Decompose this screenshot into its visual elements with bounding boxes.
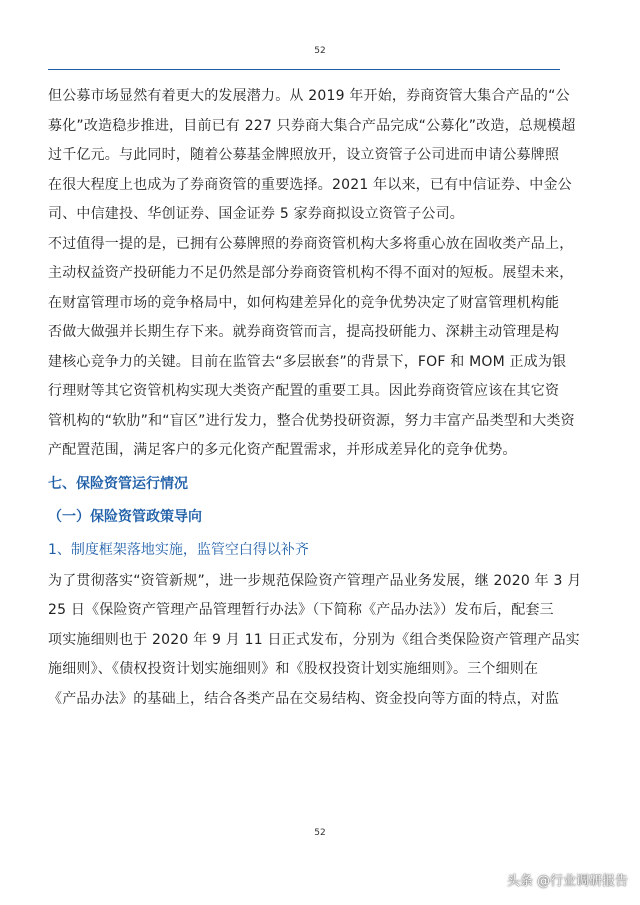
- header-rule: [48, 69, 560, 70]
- watermark-text: 头条 @行业调研报告: [506, 874, 628, 889]
- paragraph-line: 行理财等其它资管机构实现大类资产配置的重要工具。因此券商资管应该在其它资: [48, 383, 560, 399]
- paragraph-line: 司、中信建投、华创证券、国金证券 5 家券商拟设立资管子公司。: [48, 206, 465, 222]
- watermark: [507, 870, 628, 889]
- paragraph-line: 但公募市场显然有着更大的发展潜力。从 2019 年开始，券商资管大集合产品的“公: [48, 88, 570, 104]
- paragraph-line: 主动权益资产投研能力不足仍然是部分券商资管机构不得不面对的短板。展望未来，: [48, 265, 574, 281]
- page-number-top: 52: [314, 46, 326, 56]
- paragraph-line: 否做大做强并长期生存下来。就券商资管而言，提高投研能力、深耕主动管理是构: [48, 324, 560, 340]
- page-number-bottom: 52: [314, 828, 326, 838]
- paragraph-line: 管机构的“软肋”和“盲区”进行发力，整合优势投研资源，努力丰富产品类型和大类资: [48, 412, 575, 429]
- paragraph-line: 施细则》、《债权投资计划实施细则》和《股权投资计划实施细则》。三个细则在: [48, 661, 539, 677]
- paragraph-line: 过千亿元。与此同时，随着公募基金牌照放开，设立资管子公司进而申请公募牌照: [48, 147, 560, 163]
- paragraph-line: 为了贯彻落实“资管新规”，进一步规范保险资产管理产品业务发展，继 2020 年 3 月: [48, 572, 582, 589]
- paragraph-line: 建核心竞争力的关键。目前在监管去“多层嵌套”的背景下，FOF 和 MOM 正成为银: [48, 353, 567, 370]
- paragraph-line: 项实施细则也于 2020 年 9 月 11 日正式发布，分别为《组合类保险资产管理产品实: [48, 631, 580, 648]
- paragraph-line: 25 日《保险资产管理产品管理暂行办法》（下简称《产品办法》）发布后，配套三: [48, 602, 554, 618]
- item-heading: 1、制度框架落地实施，监管空白得以补齐: [48, 541, 309, 558]
- paragraph-2: [48, 230, 575, 466]
- subsection-heading: （一）保险资管政策导向: [48, 508, 202, 525]
- paragraph-line: 在很大程度上也成为了券商资管的重要选择。2021 年以来，已有中信证券、中金公: [48, 176, 572, 193]
- paragraph-line: 募化”改造稳步推进，目前已有 227 只券商大集合产品完成“公募化”改造，总规模超: [48, 117, 576, 134]
- paragraph-line: 产配置范围，满足客户的多元化资产配置需求，并形成差异化的竞争优势。: [48, 442, 517, 458]
- paragraph-1: [48, 82, 576, 230]
- document-body: [48, 82, 582, 714]
- paragraph-line: 不过值得一提的是，已拥有公募牌照的券商资管机构大多将重心放在固收类产品上，: [48, 235, 574, 252]
- paragraph-line: 在财富管理市场的竞争格局中，如何构建差异化的竞争优势决定了财富管理机构能: [48, 294, 560, 311]
- paragraph-3: [48, 567, 582, 715]
- paragraph-line: 《产品办法》的基础上，结合各类产品在交易结构、资金投向等方面的特点，对监: [48, 690, 560, 707]
- section-heading: 七、保险资管运行情况: [48, 475, 188, 492]
